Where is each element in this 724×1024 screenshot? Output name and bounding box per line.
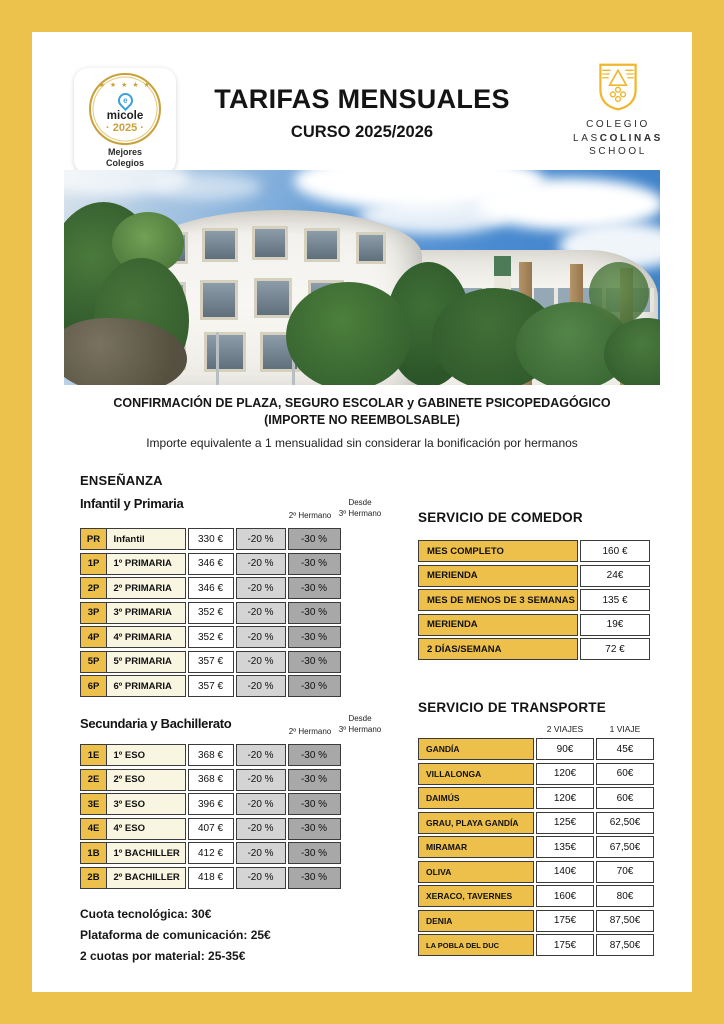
table-row: [80, 602, 341, 624]
grade-price: 407 €: [188, 818, 234, 840]
intro-heading: CONFIRMACIÓN DE PLAZA, SEGURO ESCOLAR y GABINETE PSICOPEDAGÓGICO (IMPORTE NO REEMBOLSABLE): [113, 396, 611, 427]
table-row: [80, 651, 341, 673]
grade-name: 2º PRIMARIA: [106, 577, 186, 599]
table-row: [80, 769, 341, 791]
table-row: [80, 867, 341, 889]
badge-subtitle: Mejores Colegios: [105, 147, 144, 168]
transporte-table: [418, 738, 654, 959]
route-label: XERACO, TAVERNES: [418, 885, 534, 907]
col-header-2nd-sibling: 2º Hermano: [288, 727, 332, 736]
discount-2nd: -20 %: [236, 744, 286, 766]
note-line: Cuota tecnológica: 30€: [80, 907, 212, 921]
discount-2nd: -20 %: [236, 602, 286, 624]
section-ensenanza-label: ENSEÑANZA: [80, 473, 163, 488]
grade-price: 357 €: [188, 651, 234, 673]
service-label: MES DE MENOS DE 3 SEMANAS: [418, 589, 578, 611]
logo-line2: LASCOLINAS: [573, 132, 663, 144]
table-row: [80, 675, 341, 697]
grade-price: 346 €: [188, 553, 234, 575]
service-price: 24€: [580, 565, 650, 587]
grade-name: 1º BACHILLER: [106, 842, 186, 864]
intro-note: Importe equivalente a 1 mensualidad sin considerar la bonificación por hermanos: [146, 436, 578, 450]
col-header-1-viaje: 1 VIAJE: [609, 724, 641, 734]
discount-2nd: -20 %: [236, 793, 286, 815]
table-row: [418, 934, 654, 956]
service-label: MERIENDA: [418, 614, 578, 636]
route-label: DAIMÚS: [418, 787, 534, 809]
micole-pin-icon: e: [114, 90, 135, 111]
discount-3rd: -30 %: [288, 553, 341, 575]
logo-line3: SCHOOL: [589, 146, 647, 157]
grade-code: 3E: [80, 793, 107, 815]
route-label: GRAU, PLAYA GANDÍA: [418, 812, 534, 834]
grade-name: Infantil: [106, 528, 186, 550]
price-2-viajes: 135€: [536, 836, 594, 858]
discount-2nd: -20 %: [236, 842, 286, 864]
logo-line1: COLEGIO: [586, 119, 650, 130]
col-header-3rd-sibling: Desde 3º Hermano: [338, 498, 382, 518]
grade-price: 418 €: [188, 867, 234, 889]
grade-code: 5P: [80, 651, 107, 673]
fee-notes: [80, 904, 271, 967]
grade-code: 2E: [80, 769, 107, 791]
discount-3rd: -30 %: [288, 867, 341, 889]
service-price: 135 €: [580, 589, 650, 611]
price-2-viajes: 175€: [536, 910, 594, 932]
table-row: [418, 787, 654, 809]
grade-code: 6P: [80, 675, 107, 697]
page-title: TARIFAS MENSUALES: [214, 84, 510, 114]
route-label: DENIA: [418, 910, 534, 932]
comedor-table: [418, 540, 650, 663]
discount-3rd: -30 %: [288, 651, 341, 673]
discount-2nd: -20 %: [236, 626, 286, 648]
grade-code: 1P: [80, 553, 107, 575]
discount-2nd: -20 %: [236, 651, 286, 673]
infantil-primaria-table: [80, 528, 341, 700]
discount-3rd: -30 %: [288, 842, 341, 864]
route-label: VILLALONGA: [418, 763, 534, 785]
badge-year: · 2025 ·: [106, 122, 144, 134]
service-label: MERIENDA: [418, 565, 578, 587]
table-row: [80, 577, 341, 599]
service-price: 19€: [580, 614, 650, 636]
table-row: [80, 744, 341, 766]
route-label: MIRAMAR: [418, 836, 534, 858]
grade-name: 3º ESO: [106, 793, 186, 815]
table-row: [80, 626, 341, 648]
col-header-2-viajes: 2 VIAJES: [546, 724, 584, 734]
service-label: 2 DÍAS/SEMANA: [418, 638, 578, 660]
discount-2nd: -20 %: [236, 675, 286, 697]
table-row: [418, 763, 654, 785]
price-1-viaje: 87,50€: [596, 934, 654, 956]
price-1-viaje: 60€: [596, 763, 654, 785]
discount-2nd: -20 %: [236, 818, 286, 840]
discount-3rd: -30 %: [288, 577, 341, 599]
discount-3rd: -30 %: [288, 528, 341, 550]
discount-3rd: -30 %: [288, 675, 341, 697]
table-row: [418, 738, 654, 760]
discount-3rd: -30 %: [288, 626, 341, 648]
discount-2nd: -20 %: [236, 867, 286, 889]
table-row: [418, 885, 654, 907]
grade-price: 352 €: [188, 626, 234, 648]
school-logo: [566, 62, 670, 159]
badge-brand: micole: [106, 110, 144, 122]
table-row: [80, 842, 341, 864]
price-1-viaje: 60€: [596, 787, 654, 809]
school-photo: [64, 170, 660, 385]
discount-2nd: -20 %: [236, 553, 286, 575]
transporte-title: SERVICIO DE TRANSPORTE: [418, 700, 606, 715]
route-label: GANDÍA: [418, 738, 534, 760]
tariff-sheet: [32, 32, 692, 992]
grade-name: 5º PRIMARIA: [106, 651, 186, 673]
service-label: MES COMPLETO: [418, 540, 578, 562]
discount-3rd: -30 %: [288, 793, 341, 815]
price-2-viajes: 175€: [536, 934, 594, 956]
grade-name: 4º PRIMARIA: [106, 626, 186, 648]
grade-name: 6º PRIMARIA: [106, 675, 186, 697]
col-header-3rd-sibling: Desde 3º Hermano: [338, 714, 382, 734]
price-1-viaje: 67,50€: [596, 836, 654, 858]
table-row: [418, 589, 650, 611]
grade-price: 352 €: [188, 602, 234, 624]
page-subtitle: CURSO 2025/2026: [290, 123, 434, 141]
note-line: Plataforma de comunicación: 25€: [80, 928, 271, 942]
grade-name: 4º ESO: [106, 818, 186, 840]
table-row: [418, 638, 650, 660]
price-1-viaje: 87,50€: [596, 910, 654, 932]
secundaria-table: [80, 744, 341, 891]
grade-code: 3P: [80, 602, 107, 624]
grade-price: 368 €: [188, 769, 234, 791]
table-row: [418, 565, 650, 587]
table-row: [80, 553, 341, 575]
grade-code: 2B: [80, 867, 107, 889]
grade-price: 357 €: [188, 675, 234, 697]
discount-3rd: -30 %: [288, 602, 341, 624]
grade-name: 3º PRIMARIA: [106, 602, 186, 624]
service-price: 160 €: [580, 540, 650, 562]
grade-code: PR: [80, 528, 107, 550]
table-row: [418, 812, 654, 834]
note-line: 2 cuotas por material: 25-35€: [80, 949, 246, 963]
discount-2nd: -20 %: [236, 769, 286, 791]
table-row: [418, 861, 654, 883]
discount-3rd: -30 %: [288, 744, 341, 766]
grade-name: 1º ESO: [106, 744, 186, 766]
discount-3rd: -30 %: [288, 818, 341, 840]
table-row: [418, 910, 654, 932]
price-1-viaje: 62,50€: [596, 812, 654, 834]
price-2-viajes: 120€: [536, 787, 594, 809]
table-row: [418, 614, 650, 636]
col-header-2nd-sibling: 2º Hermano: [288, 511, 332, 520]
table-row: [418, 836, 654, 858]
service-price: 72 €: [580, 638, 650, 660]
table-row: [418, 540, 650, 562]
grade-name: 2º ESO: [106, 769, 186, 791]
price-2-viajes: 90€: [536, 738, 594, 760]
table-row: [80, 793, 341, 815]
grade-name: 2º BACHILLER: [106, 867, 186, 889]
comedor-title: SERVICIO DE COMEDOR: [418, 510, 583, 525]
secundaria-title: Secundaria y Bachillerato: [80, 716, 232, 731]
table-row: [80, 818, 341, 840]
grade-price: 346 €: [188, 577, 234, 599]
grade-code: 1E: [80, 744, 107, 766]
price-2-viajes: 160€: [536, 885, 594, 907]
grade-price: 412 €: [188, 842, 234, 864]
shield-icon: [597, 62, 639, 112]
price-2-viajes: 120€: [536, 763, 594, 785]
grade-price: 330 €: [188, 528, 234, 550]
discount-2nd: -20 %: [236, 577, 286, 599]
stars-icon: ★ ★ ★ ★ ★: [98, 82, 152, 89]
table-row: [80, 528, 341, 550]
discount-2nd: -20 %: [236, 528, 286, 550]
price-2-viajes: 140€: [536, 861, 594, 883]
grade-price: 368 €: [188, 744, 234, 766]
grade-code: 4P: [80, 626, 107, 648]
price-1-viaje: 70€: [596, 861, 654, 883]
grade-price: 396 €: [188, 793, 234, 815]
price-2-viajes: 125€: [536, 812, 594, 834]
infantil-primaria-title: Infantil y Primaria: [80, 496, 184, 511]
grade-name: 1º PRIMARIA: [106, 553, 186, 575]
grade-code: 4E: [80, 818, 107, 840]
grade-code: 1B: [80, 842, 107, 864]
route-label: LA POBLA DEL DUC: [418, 934, 534, 956]
route-label: OLIVA: [418, 861, 534, 883]
grade-code: 2P: [80, 577, 107, 599]
price-1-viaje: 80€: [596, 885, 654, 907]
discount-3rd: -30 %: [288, 769, 341, 791]
price-1-viaje: 45€: [596, 738, 654, 760]
